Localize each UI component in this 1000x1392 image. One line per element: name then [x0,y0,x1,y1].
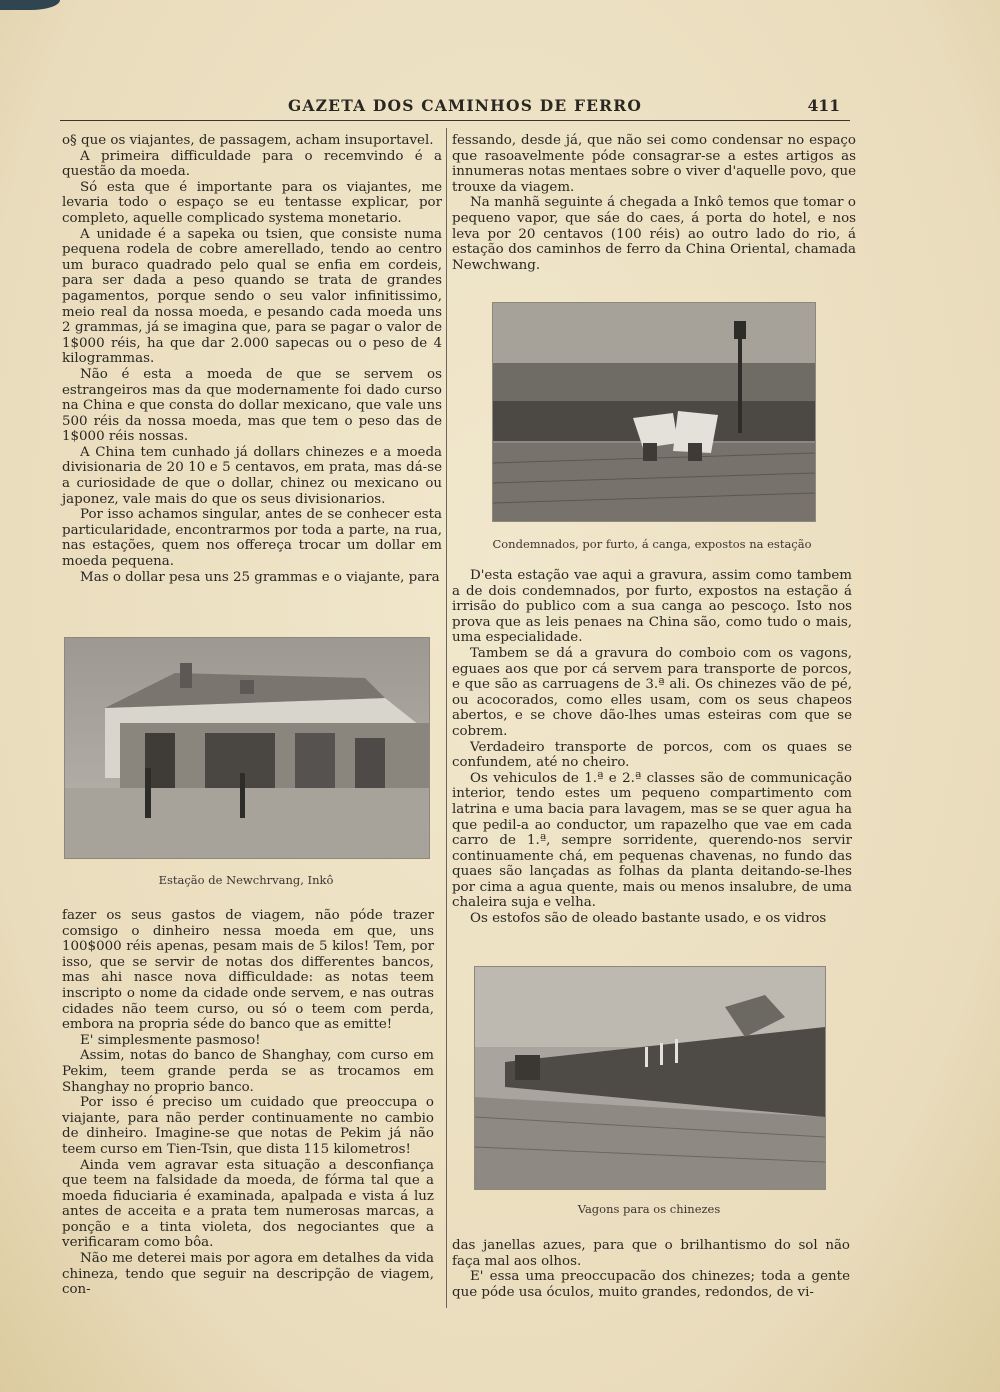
paragraph: Só esta que é importante para os viajantes, me levaria todo o espaço se eu tentasse explicar, por completo, aquelle complicado systema monetario. [62,179,442,226]
paragraph: Na manhã seguinte á chegada a Inkô temos que tomar o pequeno vapor, que sáe do caes, á porta do hotel, e nos leva por 20 centavos (100 réis) ao outro lado do rio, á estação dos caminhos de ferro da China Oriental, chamada Newchwang. [452,195,856,273]
corner-binding-mark [0,0,60,10]
right-column-top [452,133,856,273]
paragraph: E' simplesmente pasmoso! [80,1032,261,1048]
paragraph: Os vehiculos de 1.ª e 2.ª classes são de communicação interior, tendo estes um pequeno compartimento com latrina e uma bacia para lavagem, mas se se quer agua ha que pedil-a ao conductor, um rapazelho que vae em cada carro de 1.ª, sempre sorridente, querendo-nos servir continuamente chá, em pequenas chavenas, no fundo das quaes são lançadas as folhas da planta deitando-se-lhes por cima a agua quente, mais ou menos insalubre, de uma chaleira suja e velha. [452,770,852,911]
wagons-photo [474,966,826,1190]
station-photo [64,637,430,859]
paragraph: Por isso achamos singular, antes de se conhecer esta particularidade, encontrarmos por toda a parte, na rua, nas estações, quem nos offereça trocar um dollar em moeda pequena. [62,507,442,570]
paragraph: Verdadeiro transporte de porcos, com os quaes se confundem, até no cheiro. [452,739,852,771]
paragraph: Mas o dollar pesa uns 25 grammas e o viajante, para [80,569,440,585]
paragraph: fazer os seus gastos de viagem, não póde trazer comsigo o dinheiro nessa moeda em que, uns 100$000 réis apenas, pesam mais de 5 kilos! Tem, por isso, que se servir de notas dos differentes bancos, mas ahi nasce nova difficuldade: as notas teem inscripto o nome da cidade onde servem, e nas outras cidades não teem curso, ou só o teem com perda, embora na propria séde do banco que as emitte! [62,908,434,1033]
page-number: 411 [807,96,840,115]
paragraph: das janellas azues, para que o brilhantismo do sol não faça mal aos olhos. [452,1238,850,1269]
paragraph: Não me deterei mais por agora em detalhes da vida chineza, tendo que seguir na descripção de viagem, con- [62,1251,434,1298]
paragraph: Por isso é preciso um cuidado que preoccupa o viajante, para não perder continuamente no cambio de dinheiro. Imagine-se que notas de Pekim já não teem curso em Tien-Tsin, que dista 115 kilometros! [62,1095,434,1157]
paragraph: Assim, notas do banco de Shanghay, com curso em Pekim, teem grande perda se as trocamos em Shanghay no proprio banco. [62,1048,434,1095]
paragraph: Tambem se dá a gravura do comboio com os vagons, eguaes aos que por cá servem para transporte de porcos, e que são as carruagens de 3.ª ali. Os chinezes vão de pé, ou acocorados, como elles usam, com os seus chapeos abertos, e se chove dão-lhes umas esteiras com que se cobrem. [452,645,852,739]
paragraph: fessando, desde já, que não sei como condensar no espaço que rasoavelmente póde consagrar-se a estes artigos as innumeras notas mentaes sobre o viver d'aquelle povo, que trouxe da viagem. [452,133,856,195]
page-header [60,96,850,121]
left-column-bottom [62,908,434,1298]
paragraph: A China tem cunhado já dollars chinezes e a moeda divisionaria de 20 10 e 5 centavos, em prata, mas dá-se a curiosidade de que o dollar, chinez ou mexicano ou japonez, vale mais do que os seus divisionarios. [62,444,442,507]
right-column-bottom [452,1238,850,1300]
paragraph: A primeira difficuldade para o recemvindo é a questão da moeda. [62,148,442,180]
paragraph: Os estofos são de oleado bastante usado, e os vidros [470,911,827,927]
column-divider [446,128,447,1308]
right-column-mid [452,568,852,927]
condemned-caption: Condemnados, por furto, á canga, expostos na estação [492,537,812,551]
paragraph: D'esta estação vae aqui a gravura, assim como tambem a de dois condemnados, por furto, expostos na estação á irrisão do publico com a sua canga ao pescoço. Isto nos prova que as leis penaes na China são, como tudo o mais, uma especialidade. [452,568,852,646]
condemned-photo [492,302,816,522]
paragraph: o§ que os viajantes, de passagem, acham insuportavel. [62,133,434,148]
wagons-caption: Vagons para os chinezes [577,1202,721,1216]
journal-title: GAZETA DOS CAMINHOS DE FERRO [288,96,643,115]
left-column-top [62,133,442,585]
paragraph: E' essa uma preoccupacão dos chinezes; toda a gente que póde usa óculos, muito grandes, redondos, de vi- [452,1269,850,1300]
paragraph: Não é esta a moeda de que se servem os estrangeiros mas da que modernamente foi dado curso na China e que consta do dollar mexicano, que vale uns 500 réis da nossa moeda, mas que tem o peso das de 1$000 réis nossas. [62,366,442,445]
station-caption: Estação de Newchrvang, Inkô [158,873,334,887]
paragraph: Ainda vem agravar esta situação a desconfiança que teem na falsidade da moeda, de fórma tal que a moeda fiduciaria é examinada, apalpada e vista á luz antes de acceita e a prata tem numerosas marcas, a ponção e a tinta violeta, dos negociantes que a verificaram como bôa. [62,1157,434,1251]
paragraph: A unidade é a sapeka ou tsien, que consiste numa pequena rodela de cobre amerellado, tendo ao centro um buraco quadrado pelo qual se enfia em cordeis, para ser dada a peso quando se trata de grandes pagamentos, porque sendo o seu valor infinitissimo, meio real da nossa moeda, e pesando cada moeda uns 2 grammas, já se imagina que, para se pagar o valor de 1$000 réis, ha que dar 2.000 sapecas ou o peso de 4 kilogrammas. [62,226,442,367]
